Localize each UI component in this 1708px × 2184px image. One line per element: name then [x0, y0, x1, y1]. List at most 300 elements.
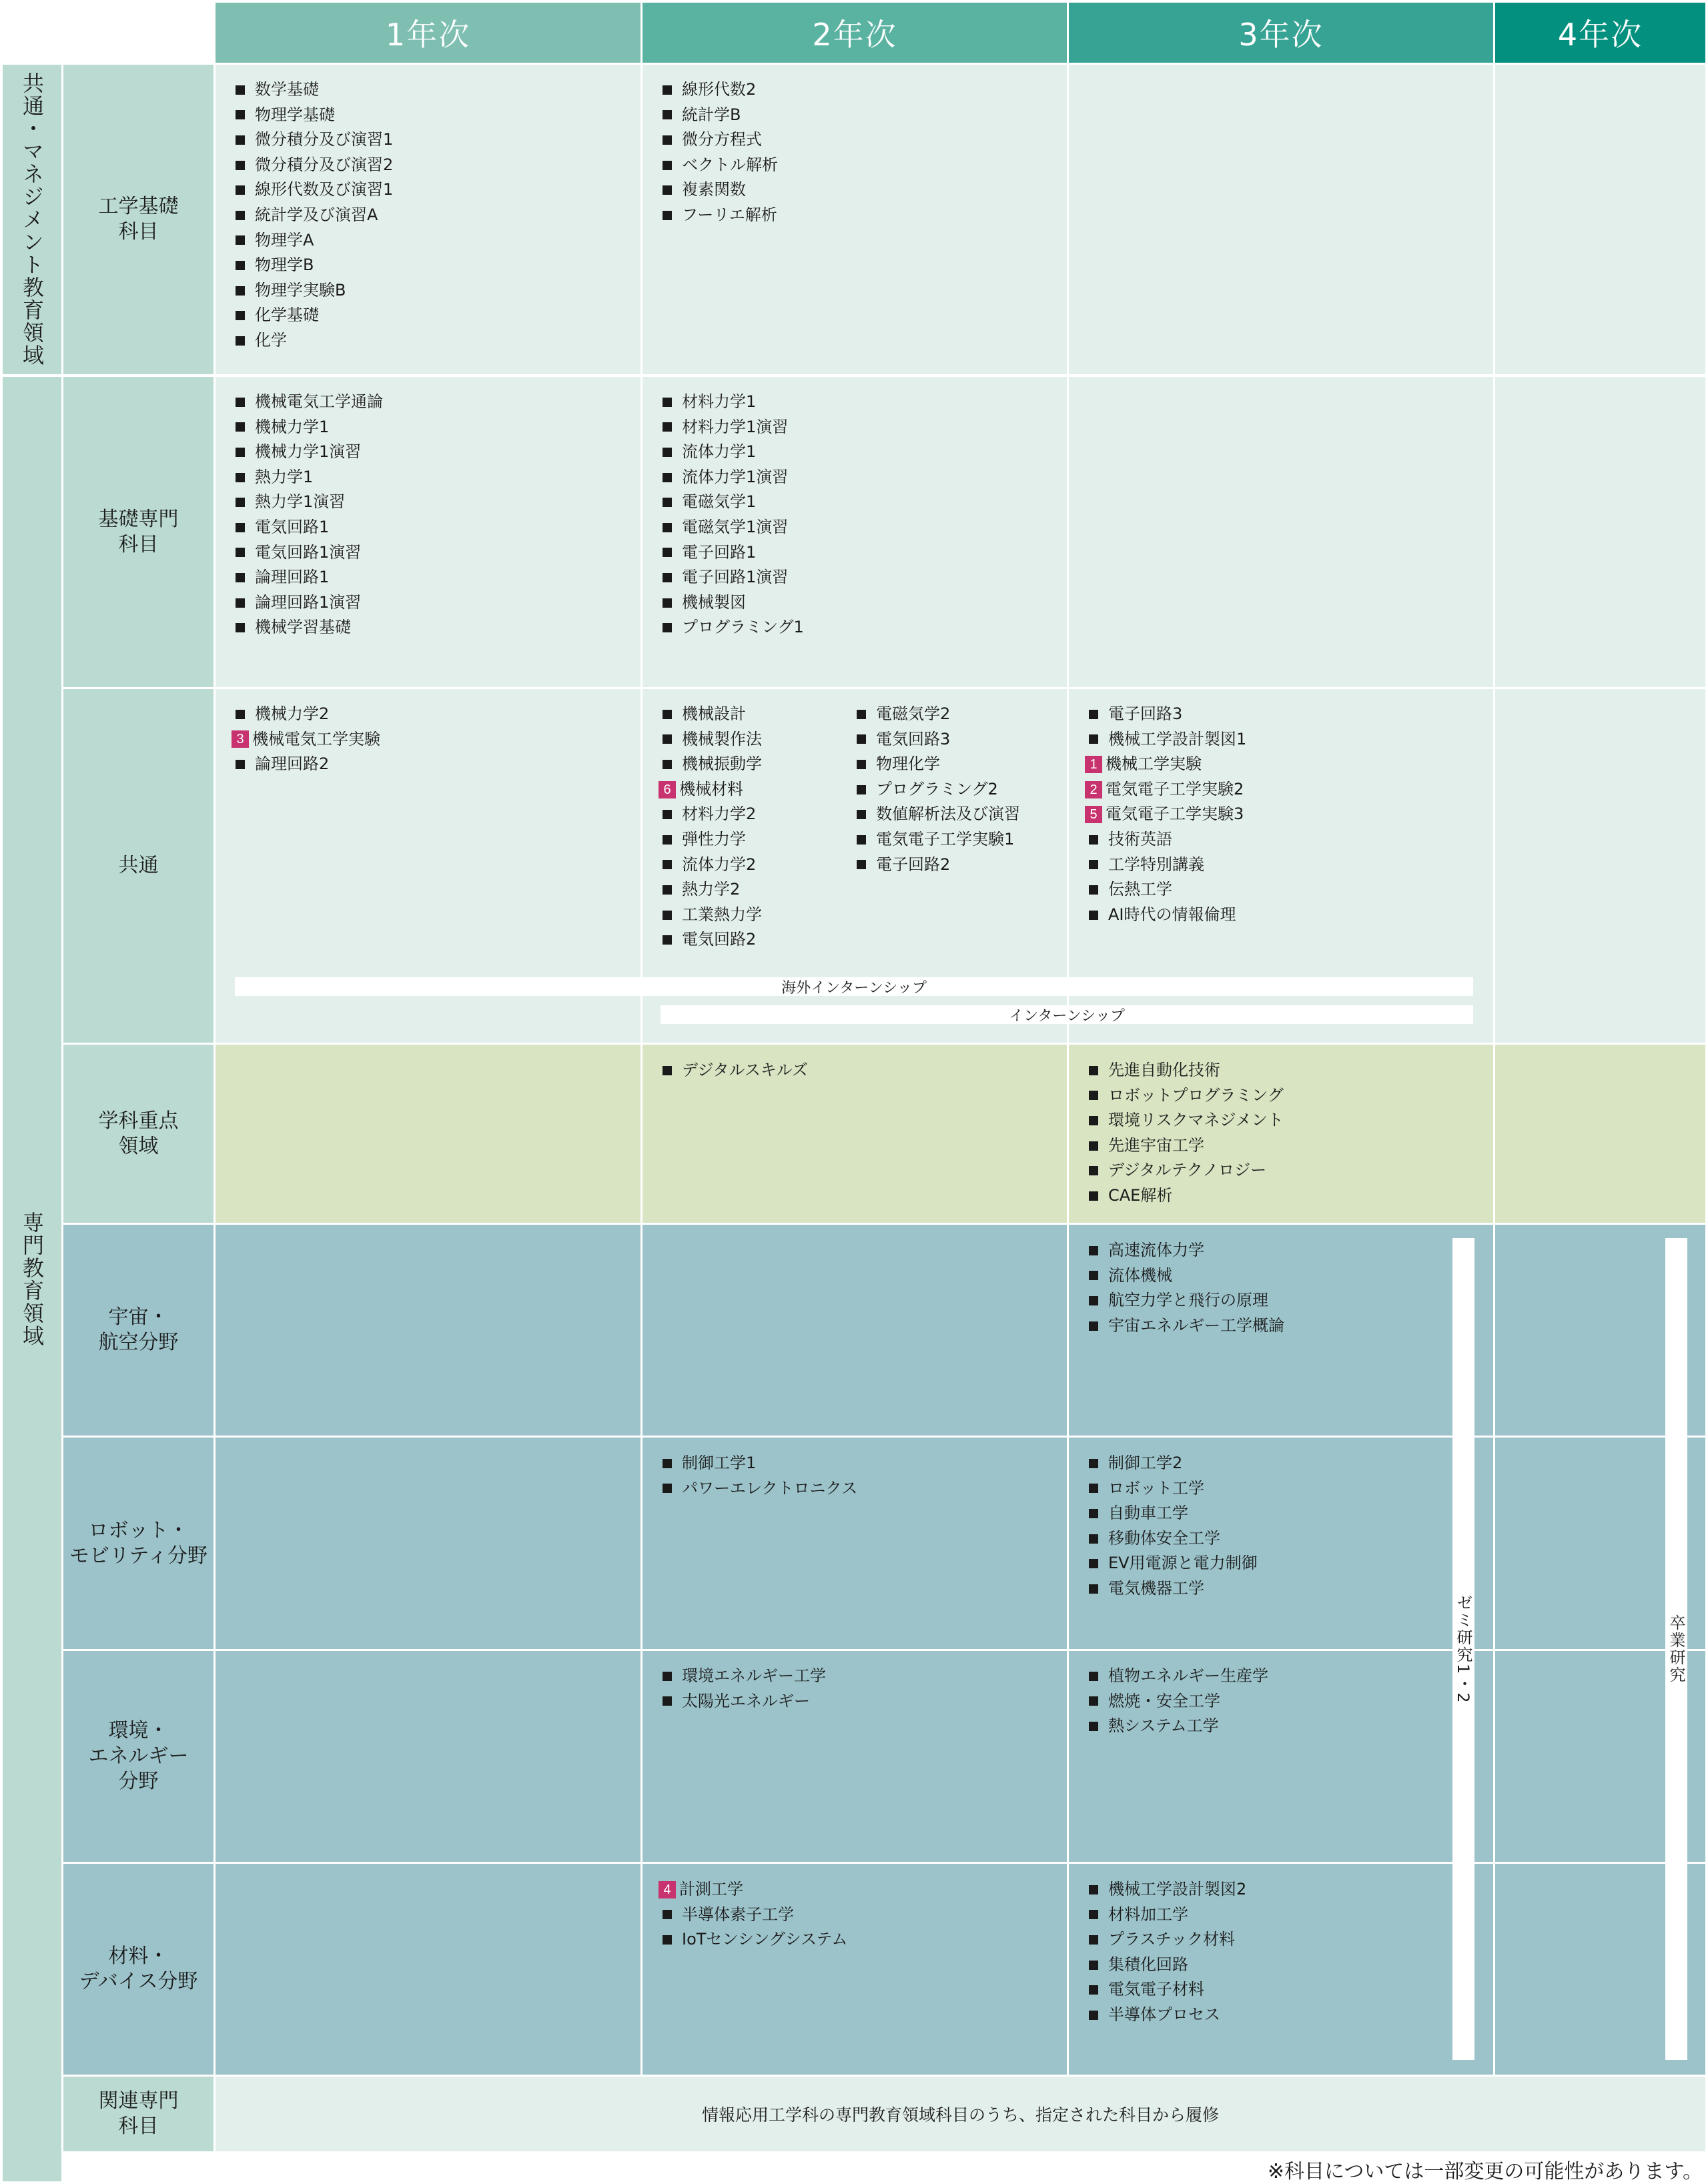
course-item — [1085, 1263, 1284, 1289]
course-name: 流体力学1 — [682, 442, 757, 462]
cell-kiso-senmon-y3 — [1069, 377, 1493, 687]
course-name: 機械電気工学通論 — [255, 392, 383, 411]
square-bullet-icon — [663, 211, 672, 220]
course-item — [659, 103, 778, 128]
row-label-text: 宇宙・ 航空分野 — [98, 1305, 179, 1354]
square-bullet-icon — [236, 760, 245, 769]
course-item — [1085, 1108, 1284, 1133]
course-item — [1085, 853, 1246, 878]
course-name: 半導体プロセス — [1108, 2005, 1220, 2024]
square-bullet-icon — [663, 598, 672, 608]
internship-bar: インターンシップ — [661, 1005, 1473, 1024]
course-item — [1085, 1664, 1268, 1689]
cell-zairyou-y1 — [216, 1864, 640, 2075]
row-label-kiso-kougaku — [63, 65, 214, 374]
square-bullet-icon — [1089, 1985, 1098, 1995]
square-bullet-icon — [663, 734, 672, 744]
course-name: 機械電気工学実験 — [252, 729, 380, 748]
course-item — [232, 415, 383, 440]
course-name: 化学 — [255, 330, 287, 350]
course-name: 電気回路1演習 — [255, 542, 362, 562]
square-bullet-icon — [236, 448, 245, 457]
course-item — [659, 827, 762, 853]
course-name: 先進自動化技術 — [1108, 1061, 1220, 1079]
course-name: プログラミング2 — [876, 779, 998, 798]
course-item — [1085, 1551, 1258, 1576]
course-item — [853, 702, 1020, 727]
course-item — [659, 440, 804, 465]
course-item — [232, 103, 393, 128]
course-item — [659, 1927, 847, 1953]
square-bullet-icon — [663, 810, 672, 819]
cell-juuten-y4 — [1495, 1045, 1705, 1223]
course-name: 技術英語 — [1108, 829, 1172, 849]
list-kiso-senmon-y1 — [232, 390, 383, 640]
course-item — [1085, 1927, 1246, 1953]
course-item — [1085, 1451, 1258, 1476]
list-kankyou-y3 — [1085, 1664, 1268, 1739]
course-item — [232, 465, 383, 490]
course-name: 論理回路1演習 — [255, 592, 362, 612]
course-name: 化学基礎 — [255, 306, 319, 325]
course-item — [659, 927, 762, 953]
course-name: 物理学実験B — [255, 280, 346, 300]
course-item — [659, 702, 762, 727]
list-zairyou-y2 — [659, 1877, 847, 1953]
course-item — [1085, 802, 1246, 827]
square-bullet-icon — [663, 573, 672, 582]
kanren-text: 情報応用工学科の専門教育領域科目のうち、指定された科目から履修 — [701, 2105, 1219, 2125]
course-item — [659, 565, 804, 590]
course-item — [659, 1451, 857, 1476]
square-bullet-icon — [1089, 1091, 1098, 1100]
square-bullet-icon — [663, 1935, 672, 1945]
list-juuten-y2 — [659, 1058, 808, 1083]
course-name: 線形代数2 — [682, 80, 757, 99]
course-name: 統計学及び演習A — [255, 205, 378, 224]
course-item — [232, 177, 393, 203]
course-item — [659, 752, 762, 777]
course-item — [1085, 702, 1246, 727]
course-name: 機械製作法 — [682, 729, 762, 748]
row-label-zairyou — [63, 1864, 214, 2075]
course-name: 移動体安全工学 — [1108, 1528, 1220, 1548]
square-bullet-icon — [236, 422, 245, 432]
row-label-kanren — [63, 2077, 214, 2151]
course-item — [659, 415, 804, 440]
course-item — [659, 1664, 826, 1689]
list-kyoutsu-y3 — [1085, 702, 1246, 927]
square-bullet-icon — [1089, 710, 1098, 719]
course-name: 制御工学1 — [682, 1454, 757, 1472]
cell-kyoutsu-y4 — [1495, 689, 1705, 1043]
course-name: ベクトル解析 — [682, 155, 778, 174]
square-bullet-icon — [663, 523, 672, 532]
course-name: 電磁気学1 — [682, 492, 757, 512]
course-name: 微分方程式 — [682, 130, 762, 149]
course-item — [232, 228, 393, 253]
square-bullet-icon — [1089, 1066, 1098, 1075]
square-bullet-icon — [663, 835, 672, 845]
row-label-text: 学科重点 領域 — [98, 1109, 179, 1158]
course-name: 論理回路2 — [255, 754, 330, 774]
course-name: CAE解析 — [1108, 1185, 1173, 1205]
square-bullet-icon — [857, 710, 866, 719]
square-bullet-icon — [236, 498, 245, 507]
course-item — [659, 802, 762, 827]
row-label-text: 材料・ デバイス分野 — [79, 1945, 198, 1993]
cell-kiso-kougaku-y3 — [1069, 65, 1493, 374]
course-name: 環境エネルギー工学 — [682, 1666, 826, 1685]
course-name: 電気電子材料 — [1108, 1980, 1204, 1999]
course-item — [232, 702, 380, 727]
row-label-text: 環境・ エネルギー 分野 — [88, 1719, 189, 1793]
list-robot-y3 — [1085, 1451, 1258, 1602]
number-badge: 3 — [232, 730, 249, 748]
square-bullet-icon — [236, 398, 245, 407]
course-item — [1085, 1158, 1284, 1183]
course-item — [232, 278, 393, 304]
course-item — [659, 203, 778, 228]
square-bullet-icon — [663, 498, 672, 507]
header-year-3: 3年次 — [1069, 3, 1493, 63]
course-item — [1085, 1977, 1246, 2003]
course-item — [232, 727, 380, 752]
list-kiso-senmon-y2 — [659, 390, 804, 640]
number-badge: 2 — [1085, 781, 1102, 798]
course-item — [659, 1902, 847, 1928]
course-name: ロボット工学 — [1108, 1478, 1204, 1498]
course-item — [232, 515, 383, 540]
course-name: 統計学B — [682, 105, 741, 124]
course-item — [659, 127, 778, 153]
square-bullet-icon — [1089, 1910, 1098, 1919]
course-name: 機械力学1演習 — [255, 442, 362, 462]
course-name: 工業熱力学 — [682, 905, 762, 924]
course-item — [853, 827, 1020, 853]
square-bullet-icon — [1089, 1935, 1098, 1945]
course-name: 機械製図 — [682, 592, 746, 612]
course-name: 電子回路3 — [1108, 704, 1183, 723]
row-label-kiso-senmon — [63, 377, 214, 687]
course-name: 熱力学2 — [682, 880, 741, 899]
square-bullet-icon — [1089, 1246, 1098, 1255]
graduation-research-bar: 卒業研究 — [1665, 1238, 1687, 2060]
course-item — [1085, 1083, 1284, 1109]
square-bullet-icon — [236, 135, 245, 145]
course-name: 流体力学2 — [682, 855, 757, 874]
square-bullet-icon — [857, 734, 866, 744]
course-name: 機械材料 — [679, 779, 743, 798]
square-bullet-icon — [1089, 1559, 1098, 1568]
course-name: プラスチック材料 — [1108, 1930, 1236, 1949]
course-item — [1085, 1313, 1284, 1339]
course-name: パワーエレクトロニクス — [682, 1478, 858, 1498]
square-bullet-icon — [236, 710, 245, 719]
course-item — [853, 777, 1020, 802]
number-badge: 5 — [1085, 806, 1102, 823]
course-name: AI時代の情報倫理 — [1108, 905, 1236, 924]
course-item — [1085, 1714, 1268, 1739]
course-name: 電気電子工学実験1 — [876, 829, 1015, 849]
course-item — [659, 1877, 847, 1902]
course-name: 熱力学1 — [255, 467, 314, 486]
square-bullet-icon — [1089, 1166, 1098, 1175]
square-bullet-icon — [1089, 2011, 1098, 2020]
square-bullet-icon — [663, 1066, 672, 1075]
course-name: 植物エネルギー生産学 — [1108, 1666, 1268, 1685]
course-item — [232, 540, 383, 566]
row-label-kyoutsu — [63, 689, 214, 1043]
course-name: 太陽光エネルギー — [682, 1691, 810, 1710]
course-item — [1085, 1877, 1246, 1902]
course-name: 微分積分及び演習1 — [255, 130, 394, 149]
row-label-text: 共通 — [118, 854, 159, 877]
course-name: 宇宙エネルギー工学概論 — [1108, 1315, 1284, 1335]
square-bullet-icon — [663, 1910, 672, 1919]
square-bullet-icon — [236, 235, 245, 245]
cell-uchuu-y1 — [216, 1225, 640, 1436]
list-juuten-y3 — [1085, 1058, 1284, 1209]
square-bullet-icon — [1089, 1534, 1098, 1544]
course-name: 物理化学 — [876, 754, 940, 774]
course-name: 半導体素子工学 — [682, 1904, 794, 1924]
square-bullet-icon — [236, 548, 245, 557]
square-bullet-icon — [663, 1459, 672, 1468]
row-label-robot — [63, 1438, 214, 1649]
course-name: 熱システム工学 — [1108, 1716, 1219, 1736]
course-name: EV用電源と電力制御 — [1108, 1554, 1258, 1573]
course-name: 環境リスクマネジメント — [1108, 1111, 1284, 1130]
square-bullet-icon — [236, 161, 245, 170]
square-bullet-icon — [236, 573, 245, 582]
cell-kankyou-y1 — [216, 1651, 640, 1862]
row-label-uchuu — [63, 1225, 214, 1436]
list-kiso-kougaku-y1 — [232, 77, 393, 354]
list-kankyou-y2 — [659, 1664, 826, 1714]
square-bullet-icon — [663, 398, 672, 407]
square-bullet-icon — [236, 211, 245, 220]
number-badge: 6 — [659, 781, 676, 798]
square-bullet-icon — [1089, 1484, 1098, 1493]
course-item — [1085, 1058, 1284, 1083]
square-bullet-icon — [236, 185, 245, 195]
course-item — [232, 490, 383, 515]
course-item — [853, 727, 1020, 752]
row-label-juuten — [63, 1045, 214, 1223]
square-bullet-icon — [857, 835, 866, 845]
square-bullet-icon — [1089, 1722, 1098, 1731]
course-name: 機械学習基礎 — [255, 618, 351, 637]
course-name: 電気回路2 — [682, 930, 757, 949]
course-name: 物理学B — [255, 255, 314, 275]
course-item — [853, 853, 1020, 878]
course-name: 機械工学設計製図2 — [1108, 1880, 1247, 1898]
course-item — [659, 390, 804, 415]
square-bullet-icon — [1089, 1696, 1098, 1706]
course-name: 流体機械 — [1108, 1265, 1172, 1285]
square-bullet-icon — [1089, 1191, 1098, 1201]
course-name: 電子回路2 — [876, 855, 951, 874]
course-item — [1085, 2003, 1246, 2028]
square-bullet-icon — [1089, 885, 1098, 895]
domain-common-management: 共通・マネジメント教育領域 — [3, 65, 61, 374]
square-bullet-icon — [663, 422, 672, 432]
course-item — [659, 465, 804, 490]
course-name: 物理学基礎 — [255, 105, 335, 124]
course-item — [1085, 1902, 1246, 1928]
course-item — [1085, 877, 1246, 903]
course-name: 物理学A — [255, 230, 314, 249]
list-uchuu-y3 — [1085, 1238, 1284, 1338]
course-name: デジタルテクノロジー — [1108, 1161, 1267, 1180]
square-bullet-icon — [857, 860, 866, 869]
list-kyoutsu-y2a — [659, 702, 762, 953]
course-name: 材料力学1 — [682, 392, 757, 411]
course-item — [1085, 1133, 1284, 1159]
course-name: 機械力学2 — [255, 704, 330, 723]
square-bullet-icon — [236, 110, 245, 119]
course-item — [1085, 1526, 1258, 1552]
course-item — [659, 903, 762, 928]
course-name: 電気電子工学実験3 — [1106, 804, 1244, 824]
course-name: 機械力学1 — [255, 417, 330, 436]
square-bullet-icon — [663, 1484, 672, 1493]
course-item — [1085, 727, 1246, 752]
zemi-research-bar: ゼミ研究1・2 — [1452, 1238, 1474, 2060]
square-bullet-icon — [236, 85, 245, 95]
square-bullet-icon — [1089, 1116, 1098, 1125]
square-bullet-icon — [663, 623, 672, 632]
course-item — [659, 153, 778, 178]
course-item — [232, 77, 393, 103]
square-bullet-icon — [663, 710, 672, 719]
course-name: ロボットプログラミング — [1108, 1085, 1284, 1105]
list-kyoutsu-y2b — [853, 702, 1020, 877]
square-bullet-icon — [663, 1672, 672, 1681]
course-item — [659, 1689, 826, 1714]
course-name: 線形代数及び演習1 — [255, 180, 394, 199]
cell-robot-y1 — [216, 1438, 640, 1649]
course-name: 燃焼・安全工学 — [1108, 1691, 1220, 1710]
course-name: 計測工学 — [679, 1880, 743, 1898]
course-item — [659, 853, 762, 878]
course-item — [659, 877, 762, 903]
course-name: 機械工学設計製図1 — [1108, 729, 1247, 748]
square-bullet-icon — [1089, 1296, 1098, 1305]
square-bullet-icon — [1089, 734, 1098, 744]
course-item — [232, 615, 383, 640]
course-name: 制御工学2 — [1108, 1454, 1183, 1472]
course-name: 材料力学1演習 — [682, 417, 789, 436]
course-name: 電磁気学2 — [876, 704, 951, 723]
square-bullet-icon — [663, 135, 672, 145]
list-kyoutsu-y1 — [232, 702, 380, 777]
course-name: 数値解析法及び演習 — [876, 804, 1020, 824]
course-item — [659, 177, 778, 203]
course-item — [1085, 1288, 1284, 1313]
row-label-text: ロボット・ モビリティ分野 — [69, 1518, 207, 1568]
course-item — [1085, 827, 1246, 853]
course-name: 電気回路3 — [876, 729, 951, 748]
cell-kiso-senmon-y4 — [1495, 377, 1705, 687]
course-item — [1085, 1183, 1284, 1209]
square-bullet-icon — [236, 523, 245, 532]
course-name: 高速流体力学 — [1108, 1241, 1204, 1259]
course-item — [659, 1476, 857, 1502]
course-name: 複素関数 — [682, 180, 746, 199]
course-item — [1085, 1501, 1258, 1526]
course-item — [659, 590, 804, 616]
square-bullet-icon — [236, 311, 245, 320]
course-item — [853, 802, 1020, 827]
course-item — [659, 727, 762, 752]
course-item — [853, 752, 1020, 777]
row-label-text: 基礎専門 科目 — [98, 507, 179, 556]
course-name: 材料加工学 — [1108, 1904, 1188, 1924]
square-bullet-icon — [236, 598, 245, 608]
course-item — [232, 253, 393, 278]
course-item — [1085, 1953, 1246, 1978]
course-item — [1085, 752, 1246, 777]
square-bullet-icon — [1089, 911, 1098, 920]
square-bullet-icon — [1089, 835, 1098, 845]
header-year-2: 2年次 — [643, 3, 1067, 63]
square-bullet-icon — [663, 448, 672, 457]
footnote: ※科目については一部変更の可能性があります。 — [1267, 2160, 1703, 2183]
course-item — [1085, 1238, 1284, 1263]
course-item — [1085, 1576, 1258, 1602]
square-bullet-icon — [1089, 1271, 1098, 1280]
square-bullet-icon — [663, 1696, 672, 1706]
square-bullet-icon — [663, 548, 672, 557]
row-label-text: 工学基礎 科目 — [98, 195, 179, 243]
list-zairyou-y3 — [1085, 1877, 1246, 2028]
square-bullet-icon — [663, 161, 672, 170]
course-name: 電気回路1 — [255, 517, 330, 536]
square-bullet-icon — [663, 760, 672, 769]
course-name: 熱力学1演習 — [255, 492, 346, 512]
square-bullet-icon — [663, 473, 672, 482]
course-item — [659, 515, 804, 540]
course-name: 材料力学2 — [682, 804, 757, 824]
course-name: 機械設計 — [682, 704, 746, 723]
course-item — [232, 440, 383, 465]
square-bullet-icon — [857, 785, 866, 794]
course-item — [232, 303, 393, 328]
course-name: 自動車工学 — [1108, 1504, 1188, 1523]
number-badge: 1 — [1085, 756, 1102, 773]
row-label-text: 関連専門 科目 — [98, 2089, 179, 2138]
square-bullet-icon — [1089, 1672, 1098, 1681]
course-item — [232, 328, 393, 354]
square-bullet-icon — [236, 623, 245, 632]
square-bullet-icon — [663, 85, 672, 95]
course-name: 電気機器工学 — [1108, 1578, 1204, 1598]
course-item — [232, 390, 383, 415]
square-bullet-icon — [1089, 1509, 1098, 1518]
square-bullet-icon — [663, 185, 672, 195]
course-item — [1085, 903, 1246, 928]
course-name: 伝熱工学 — [1108, 880, 1172, 899]
course-item — [232, 153, 393, 178]
square-bullet-icon — [236, 286, 245, 296]
course-name: 機械振動学 — [682, 754, 762, 774]
course-name: 流体力学1演習 — [682, 467, 789, 486]
square-bullet-icon — [1089, 860, 1098, 869]
course-item — [659, 1058, 808, 1083]
course-item — [1085, 777, 1246, 802]
